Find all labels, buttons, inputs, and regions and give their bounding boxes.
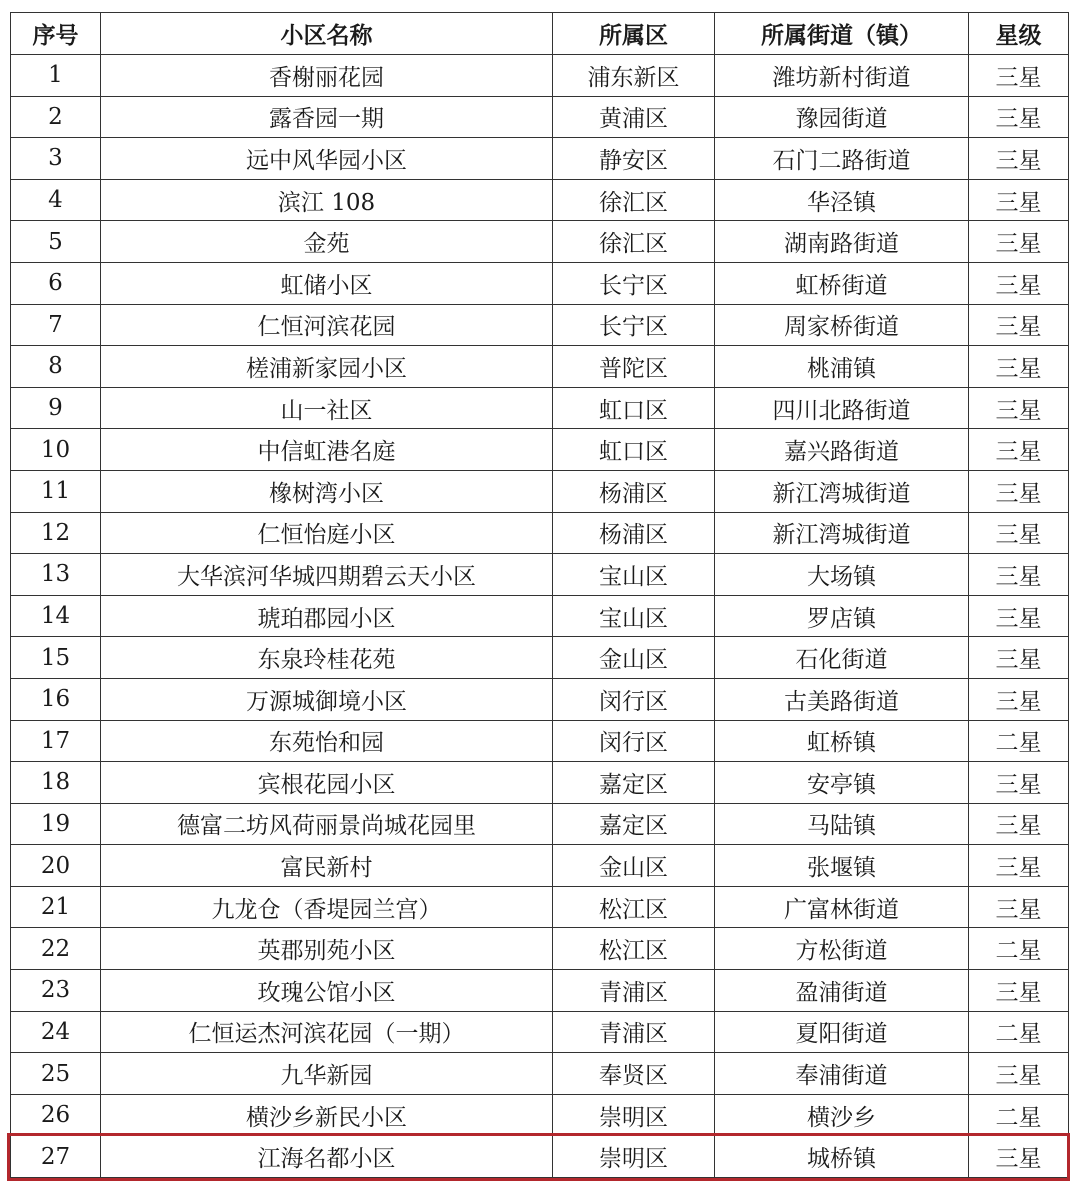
table-row bbox=[11, 637, 1069, 679]
cell-index: 15 bbox=[11, 637, 101, 679]
cell-star-level: 三星 bbox=[969, 1136, 1069, 1178]
cell-star-level: 三星 bbox=[969, 595, 1069, 637]
cell-star-level: 三星 bbox=[969, 138, 1069, 180]
cell-star-level: 三星 bbox=[969, 886, 1069, 928]
table-row bbox=[11, 762, 1069, 804]
cell-community-name: 江海名都小区 bbox=[101, 1136, 553, 1178]
header-star-level: 星级 bbox=[969, 13, 1069, 55]
cell-star-level: 三星 bbox=[969, 678, 1069, 720]
cell-index: 16 bbox=[11, 678, 101, 720]
cell-district: 宝山区 bbox=[553, 595, 715, 637]
cell-community-name: 橡树湾小区 bbox=[101, 470, 553, 512]
cell-district: 虹口区 bbox=[553, 387, 715, 429]
cell-district: 浦东新区 bbox=[553, 55, 715, 97]
table-row bbox=[11, 1136, 1069, 1178]
cell-index: 3 bbox=[11, 138, 101, 180]
cell-street-town: 新江湾城街道 bbox=[715, 512, 969, 554]
cell-street-town: 大场镇 bbox=[715, 554, 969, 596]
table-row bbox=[11, 554, 1069, 596]
cell-district: 嘉定区 bbox=[553, 803, 715, 845]
header-district: 所属区 bbox=[553, 13, 715, 55]
cell-street-town: 奉浦街道 bbox=[715, 1053, 969, 1095]
cell-star-level: 三星 bbox=[969, 387, 1069, 429]
header-street-town: 所属街道（镇） bbox=[715, 13, 969, 55]
cell-index: 23 bbox=[11, 970, 101, 1012]
cell-index: 26 bbox=[11, 1094, 101, 1136]
cell-community-name: 远中风华园小区 bbox=[101, 138, 553, 180]
table-row bbox=[11, 970, 1069, 1012]
cell-street-town: 四川北路街道 bbox=[715, 387, 969, 429]
cell-district: 宝山区 bbox=[553, 554, 715, 596]
cell-star-level: 三星 bbox=[969, 470, 1069, 512]
cell-community-name: 露香园一期 bbox=[101, 96, 553, 138]
cell-star-level: 三星 bbox=[969, 1053, 1069, 1095]
cell-index: 14 bbox=[11, 595, 101, 637]
cell-district: 长宁区 bbox=[553, 262, 715, 304]
cell-star-level: 二星 bbox=[969, 1011, 1069, 1053]
table-row bbox=[11, 429, 1069, 471]
table-row bbox=[11, 595, 1069, 637]
cell-district: 普陀区 bbox=[553, 346, 715, 388]
cell-star-level: 二星 bbox=[969, 720, 1069, 762]
cell-star-level: 二星 bbox=[969, 928, 1069, 970]
cell-index: 18 bbox=[11, 762, 101, 804]
table-row bbox=[11, 221, 1069, 263]
cell-street-town: 广富林街道 bbox=[715, 886, 969, 928]
cell-star-level: 三星 bbox=[969, 96, 1069, 138]
cell-street-town: 盈浦街道 bbox=[715, 970, 969, 1012]
table-row bbox=[11, 928, 1069, 970]
cell-street-town: 罗店镇 bbox=[715, 595, 969, 637]
cell-district: 崇明区 bbox=[553, 1136, 715, 1178]
cell-street-town: 方松街道 bbox=[715, 928, 969, 970]
cell-index: 13 bbox=[11, 554, 101, 596]
cell-district: 松江区 bbox=[553, 928, 715, 970]
cell-star-level: 三星 bbox=[969, 262, 1069, 304]
cell-community-name: 玫瑰公馆小区 bbox=[101, 970, 553, 1012]
cell-community-name: 金苑 bbox=[101, 221, 553, 263]
cell-community-name: 德富二坊风荷丽景尚城花园里 bbox=[101, 803, 553, 845]
cell-street-town: 新江湾城街道 bbox=[715, 470, 969, 512]
cell-district: 金山区 bbox=[553, 637, 715, 679]
table-row bbox=[11, 179, 1069, 221]
table-row bbox=[11, 720, 1069, 762]
community-star-table bbox=[10, 12, 1069, 1178]
cell-community-name: 东泉玲桂花苑 bbox=[101, 637, 553, 679]
cell-street-town: 张堰镇 bbox=[715, 845, 969, 887]
cell-district: 闵行区 bbox=[553, 678, 715, 720]
cell-district: 闵行区 bbox=[553, 720, 715, 762]
cell-star-level: 三星 bbox=[969, 429, 1069, 471]
cell-district: 崇明区 bbox=[553, 1094, 715, 1136]
cell-star-level: 三星 bbox=[969, 970, 1069, 1012]
cell-star-level: 二星 bbox=[969, 1094, 1069, 1136]
cell-street-town: 虹桥街道 bbox=[715, 262, 969, 304]
cell-community-name: 香榭丽花园 bbox=[101, 55, 553, 97]
table-row bbox=[11, 96, 1069, 138]
cell-district: 奉贤区 bbox=[553, 1053, 715, 1095]
cell-community-name: 横沙乡新民小区 bbox=[101, 1094, 553, 1136]
cell-street-town: 湖南路街道 bbox=[715, 221, 969, 263]
table-row bbox=[11, 387, 1069, 429]
cell-index: 9 bbox=[11, 387, 101, 429]
cell-index: 24 bbox=[11, 1011, 101, 1053]
cell-index: 25 bbox=[11, 1053, 101, 1095]
cell-street-town: 周家桥街道 bbox=[715, 304, 969, 346]
cell-community-name: 仁恒河滨花园 bbox=[101, 304, 553, 346]
cell-index: 7 bbox=[11, 304, 101, 346]
cell-street-town: 石门二路街道 bbox=[715, 138, 969, 180]
cell-index: 27 bbox=[11, 1136, 101, 1178]
cell-community-name: 山一社区 bbox=[101, 387, 553, 429]
cell-index: 8 bbox=[11, 346, 101, 388]
cell-star-level: 三星 bbox=[969, 512, 1069, 554]
cell-star-level: 三星 bbox=[969, 304, 1069, 346]
cell-district: 青浦区 bbox=[553, 970, 715, 1012]
cell-index: 6 bbox=[11, 262, 101, 304]
table-row bbox=[11, 55, 1069, 97]
cell-street-town: 古美路街道 bbox=[715, 678, 969, 720]
table-row bbox=[11, 512, 1069, 554]
table-row bbox=[11, 803, 1069, 845]
cell-index: 10 bbox=[11, 429, 101, 471]
cell-district: 徐汇区 bbox=[553, 221, 715, 263]
cell-street-town: 华泾镇 bbox=[715, 179, 969, 221]
cell-index: 21 bbox=[11, 886, 101, 928]
cell-street-town: 横沙乡 bbox=[715, 1094, 969, 1136]
cell-star-level: 三星 bbox=[969, 803, 1069, 845]
table-row bbox=[11, 470, 1069, 512]
table-row bbox=[11, 346, 1069, 388]
cell-district: 徐汇区 bbox=[553, 179, 715, 221]
cell-index: 17 bbox=[11, 720, 101, 762]
cell-community-name: 琥珀郡园小区 bbox=[101, 595, 553, 637]
cell-index: 11 bbox=[11, 470, 101, 512]
cell-star-level: 三星 bbox=[969, 346, 1069, 388]
table-row bbox=[11, 845, 1069, 887]
table-row bbox=[11, 262, 1069, 304]
table-row bbox=[11, 886, 1069, 928]
cell-community-name: 大华滨河华城四期碧云天小区 bbox=[101, 554, 553, 596]
cell-star-level: 三星 bbox=[969, 637, 1069, 679]
cell-community-name: 富民新村 bbox=[101, 845, 553, 887]
cell-street-town: 虹桥镇 bbox=[715, 720, 969, 762]
table-header-row bbox=[11, 13, 1069, 55]
cell-index: 20 bbox=[11, 845, 101, 887]
table-body bbox=[11, 55, 1069, 1178]
community-table-container bbox=[10, 12, 1068, 1178]
cell-star-level: 三星 bbox=[969, 221, 1069, 263]
cell-street-town: 安亭镇 bbox=[715, 762, 969, 804]
cell-community-name: 九龙仓（香堤园兰宫） bbox=[101, 886, 553, 928]
cell-index: 4 bbox=[11, 179, 101, 221]
header-index: 序号 bbox=[11, 13, 101, 55]
cell-index: 22 bbox=[11, 928, 101, 970]
cell-index: 2 bbox=[11, 96, 101, 138]
cell-community-name: 宾根花园小区 bbox=[101, 762, 553, 804]
cell-street-town: 马陆镇 bbox=[715, 803, 969, 845]
cell-district: 金山区 bbox=[553, 845, 715, 887]
table-row bbox=[11, 1053, 1069, 1095]
cell-district: 嘉定区 bbox=[553, 762, 715, 804]
cell-street-town: 夏阳街道 bbox=[715, 1011, 969, 1053]
cell-community-name: 中信虹港名庭 bbox=[101, 429, 553, 471]
table-row bbox=[11, 138, 1069, 180]
cell-index: 1 bbox=[11, 55, 101, 97]
cell-index: 12 bbox=[11, 512, 101, 554]
cell-street-town: 豫园街道 bbox=[715, 96, 969, 138]
cell-district: 静安区 bbox=[553, 138, 715, 180]
table-row bbox=[11, 304, 1069, 346]
header-community-name: 小区名称 bbox=[101, 13, 553, 55]
cell-community-name: 滨江 108 bbox=[101, 179, 553, 221]
cell-district: 长宁区 bbox=[553, 304, 715, 346]
cell-star-level: 三星 bbox=[969, 179, 1069, 221]
cell-street-town: 潍坊新村街道 bbox=[715, 55, 969, 97]
cell-district: 黄浦区 bbox=[553, 96, 715, 138]
cell-district: 青浦区 bbox=[553, 1011, 715, 1053]
cell-star-level: 三星 bbox=[969, 554, 1069, 596]
cell-index: 5 bbox=[11, 221, 101, 263]
cell-street-town: 石化街道 bbox=[715, 637, 969, 679]
cell-community-name: 槎浦新家园小区 bbox=[101, 346, 553, 388]
cell-community-name: 仁恒怡庭小区 bbox=[101, 512, 553, 554]
table-row bbox=[11, 1094, 1069, 1136]
cell-district: 杨浦区 bbox=[553, 512, 715, 554]
cell-street-town: 城桥镇 bbox=[715, 1136, 969, 1178]
cell-index: 19 bbox=[11, 803, 101, 845]
table-row bbox=[11, 1011, 1069, 1053]
cell-community-name: 九华新园 bbox=[101, 1053, 553, 1095]
table-row bbox=[11, 678, 1069, 720]
cell-community-name: 英郡别苑小区 bbox=[101, 928, 553, 970]
cell-star-level: 三星 bbox=[969, 762, 1069, 804]
cell-street-town: 嘉兴路街道 bbox=[715, 429, 969, 471]
cell-community-name: 仁恒运杰河滨花园（一期） bbox=[101, 1011, 553, 1053]
cell-street-town: 桃浦镇 bbox=[715, 346, 969, 388]
cell-star-level: 三星 bbox=[969, 845, 1069, 887]
cell-community-name: 万源城御境小区 bbox=[101, 678, 553, 720]
cell-community-name: 东苑怡和园 bbox=[101, 720, 553, 762]
cell-district: 虹口区 bbox=[553, 429, 715, 471]
cell-star-level: 三星 bbox=[969, 55, 1069, 97]
cell-district: 杨浦区 bbox=[553, 470, 715, 512]
cell-community-name: 虹储小区 bbox=[101, 262, 553, 304]
cell-district: 松江区 bbox=[553, 886, 715, 928]
